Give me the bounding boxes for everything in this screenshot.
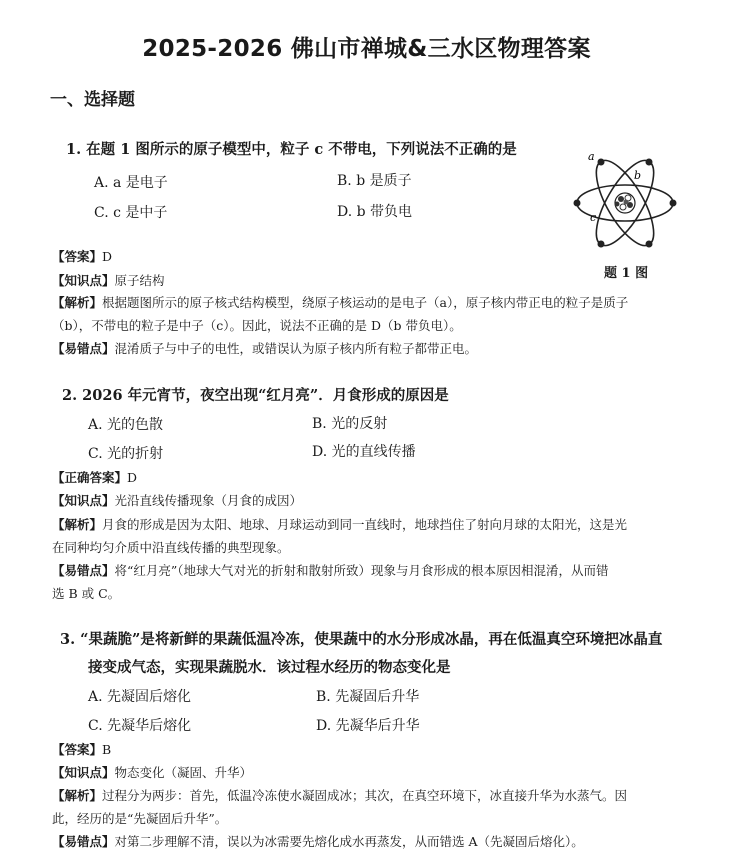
nucleus: [615, 193, 636, 213]
atom-model-figure: [568, 146, 678, 252]
kp-tag: 【知识点】: [52, 493, 115, 508]
q2-error-point: [52, 562, 609, 580]
q2-answer: [52, 469, 137, 487]
kp-tag: 【知识点】: [52, 273, 115, 288]
error-value: 将“红月亮”（地球大气对光的折射和散射所致）现象与月食形成的根本原因相混淆，从而错: [114, 563, 609, 578]
kp-value: 光沿直线传播现象（月食的成因）: [114, 493, 303, 508]
q3-error-point: [52, 833, 584, 851]
q2-option-b: B. 光的反射: [312, 416, 388, 432]
kp-value: 原子结构: [114, 273, 165, 288]
q3-stem-cont: 接变成气态，实现果蔬脱水．该过程水经历的物态变化是: [88, 659, 451, 676]
error-tag: 【易错点】: [52, 834, 115, 849]
analysis-line: 过程分为两步：首先，低温冷冻使水凝固成冰；其次，在真空环境下，冰直接升华为水蒸气。因: [102, 788, 628, 803]
q2-knowledge-point: [52, 492, 302, 510]
kp-tag: 【知识点】: [52, 765, 115, 780]
q2-option-a: A. 光的色散: [88, 417, 164, 433]
error-tag: 【易错点】: [52, 341, 115, 356]
q1-option-d: D. b 带负电: [337, 204, 413, 220]
q3-option-b: B. 先凝固后升华: [316, 689, 420, 705]
q3-knowledge-point: [52, 764, 252, 782]
q2-analysis-cont: 在同种均匀介质中沿直线传播的典型现象。: [52, 540, 290, 555]
analysis-tag: 【解析】: [52, 517, 103, 532]
analysis-line: 月食的形成是因为太阳、地球、月球运动到同一直线时，地球挡住了射向月球的太阳光，这是光: [102, 517, 628, 532]
answer-tag: 【答案】: [52, 249, 103, 264]
label-a: a: [588, 150, 595, 163]
answer-tag: 【正确答案】: [52, 470, 128, 485]
answer-value: D: [127, 470, 138, 485]
q1-option-c: C. c 是中子: [94, 205, 168, 221]
q2-error-cont: 选 B 或 C。: [52, 586, 121, 601]
error-tag: 【易错点】: [52, 563, 115, 578]
q2-option-c: C. 光的折射: [88, 446, 164, 462]
page-title: 2025-2026 佛山市禅城&三水区物理答案: [142, 36, 591, 62]
label-b: b: [634, 169, 642, 182]
q3-option-c: C. 先凝华后熔化: [88, 718, 192, 734]
q1-knowledge-point: [52, 272, 165, 290]
error-value: 混淆质子与中子的电性，或错误认为原子核内所有粒子都带正电。: [114, 341, 478, 356]
q3-analysis-cont: 此，经历的是“先凝固后升华”。: [52, 811, 228, 826]
label-c: c: [590, 211, 597, 224]
q2-stem: 2. 2026 年元宵节，夜空出现“红月亮”．月食形成的原因是: [62, 387, 449, 404]
q2-analysis: [52, 516, 627, 534]
q1-analysis: [52, 294, 628, 312]
answer-value: B: [102, 742, 112, 757]
q1-analysis-cont: （b），不带电的粒子是中子（c）。因此，说法不正确的是 D（b 带负电）。: [52, 318, 462, 333]
answer-value: D: [102, 249, 113, 264]
answer-tag: 【答案】: [52, 742, 103, 757]
analysis-tag: 【解析】: [52, 788, 103, 803]
analysis-line: 根据题图所示的原子核式结构模型，绕原子核运动的是电子（a），原子核内带正电的粒子是质子: [102, 295, 629, 310]
q3-option-d: D. 先凝华后升华: [316, 718, 420, 734]
q3-answer: [52, 741, 111, 759]
kp-value: 物态变化（凝固、升华）: [114, 765, 253, 780]
q3-analysis: [52, 787, 627, 805]
q3-option-a: A. 先凝固后熔化: [88, 689, 192, 705]
error-value: 对第二步理解不清，误以为冰需要先熔化成水再蒸发，从而错选 A（先凝固后熔化）。: [114, 834, 584, 849]
analysis-tag: 【解析】: [52, 295, 103, 310]
q1-stem: 1. 在题 1 图所示的原子模型中，粒子 c 不带电，下列说法不正确的是: [66, 141, 517, 158]
q1-option-a: A. a 是电子: [94, 175, 168, 191]
q3-stem: 3. “果蔬脆”是将新鲜的果蔬低温冷冻，使果蔬中的水分形成冰晶，再在低温真空环境把冰晶直: [60, 631, 663, 648]
section-heading: 一、选择题: [50, 90, 135, 110]
figure-caption: 题 1 图: [604, 266, 649, 281]
q1-option-b: B. b 是质子: [337, 173, 412, 189]
q2-option-d: D. 光的直线传播: [312, 444, 416, 460]
q1-error-point: [52, 340, 477, 358]
q1-answer: [52, 248, 112, 266]
